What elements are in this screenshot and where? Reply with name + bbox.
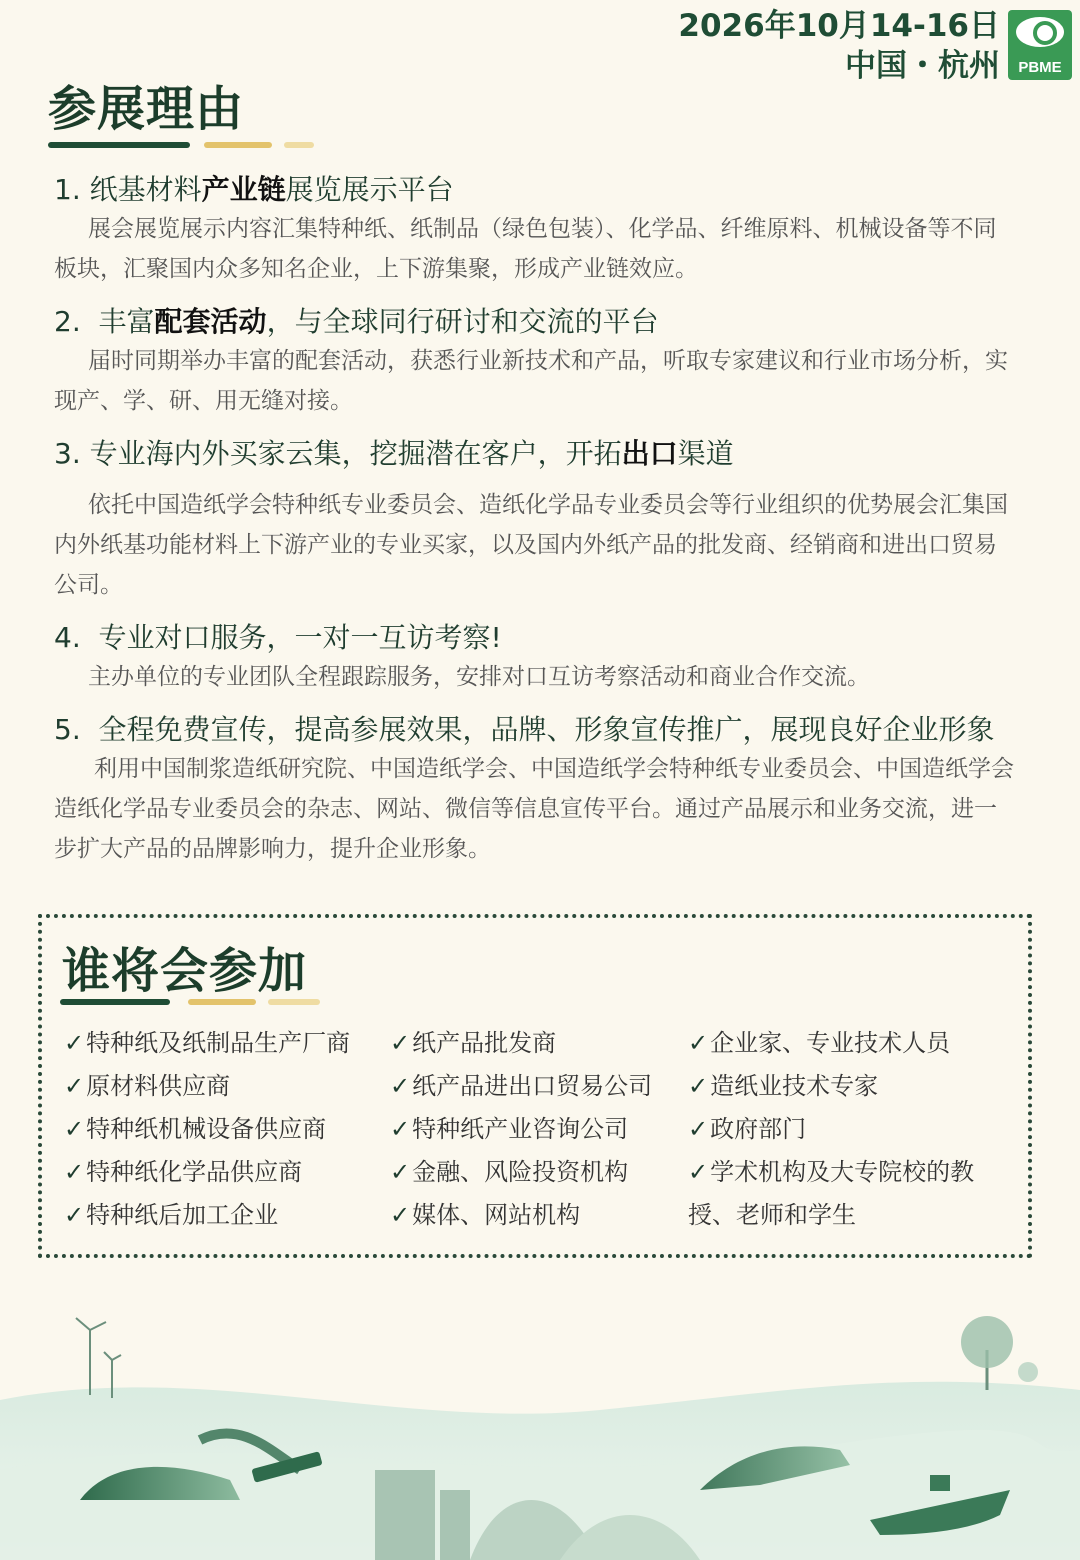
list-item: ✓学术机构及大专院校的教 bbox=[688, 1158, 975, 1186]
check-icon: ✓ bbox=[688, 1158, 709, 1186]
attendees-underline-gold bbox=[188, 999, 256, 1005]
header-date: 2026年10月14-16日 bbox=[678, 8, 1000, 44]
list-item: ✓原材料供应商 bbox=[64, 1072, 231, 1100]
attendees-column-3 bbox=[688, 1022, 974, 1237]
check-icon: ✓ bbox=[688, 1115, 709, 1143]
reasons-title: 参展理由 bbox=[48, 81, 245, 137]
wind-turbine-icon bbox=[76, 1318, 121, 1398]
attendees-column-1 bbox=[64, 1022, 350, 1237]
eye-icon bbox=[1016, 17, 1064, 47]
check-icon: ✓ bbox=[688, 1029, 709, 1057]
check-icon: ✓ bbox=[64, 1115, 85, 1143]
check-icon: ✓ bbox=[390, 1158, 411, 1186]
decorative-landscape-illustration bbox=[0, 1300, 1080, 1560]
list-item: ✓政府部门 bbox=[688, 1115, 807, 1143]
header-city: 中国・杭州 bbox=[845, 48, 1000, 84]
list-item: ✓金融、风险投资机构 bbox=[390, 1158, 629, 1186]
list-item: ✓纸产品批发商 bbox=[390, 1029, 557, 1057]
check-icon: ✓ bbox=[688, 1072, 709, 1100]
attendees-column-2 bbox=[390, 1022, 652, 1237]
title-underline-light bbox=[284, 142, 314, 148]
list-item: ✓特种纸产业咨询公司 bbox=[390, 1115, 629, 1143]
check-icon: ✓ bbox=[64, 1029, 85, 1057]
check-icon: ✓ bbox=[390, 1115, 411, 1143]
tree-icon bbox=[961, 1316, 1038, 1390]
attendees-underline-light bbox=[268, 999, 320, 1005]
reason-5-title: 5. 全程免费宣传，提高参展效果，品牌、形象宣传推广，展现良好企业形象 bbox=[54, 713, 995, 746]
title-underline-dark bbox=[48, 142, 190, 148]
title-underline-gold bbox=[204, 142, 272, 148]
reason-2-title: 2. 丰富配套活动，与全球同行研讨和交流的平台 bbox=[54, 305, 659, 338]
attendees-title: 谁将会参加 bbox=[62, 943, 308, 999]
list-item: ✓造纸业技术专家 bbox=[688, 1072, 879, 1100]
check-icon: ✓ bbox=[390, 1029, 411, 1057]
reason-3-body: 依托中国造纸学会特种纸专业委员会、造纸化学品专业委员会等行业组织的优势展会汇集国内外纸基功能材料上下游产业的专业买家，以及国内外纸产品的批发商、经销商和进出口贸易公司。 bbox=[54, 492, 1008, 598]
reason-2-body: 届时同期举办丰富的配套活动，获悉行业新技术和产品，听取专家建议和行业市场分析，实现产、学、研、用无缝对接。 bbox=[54, 348, 1008, 414]
list-item: ✓特种纸机械设备供应商 bbox=[64, 1115, 327, 1143]
check-icon: ✓ bbox=[64, 1072, 85, 1100]
pbme-logo bbox=[1008, 10, 1072, 80]
list-item: ✓特种纸化学品供应商 bbox=[64, 1158, 303, 1186]
reason-1-body: 展会展览展示内容汇集特种纸、纸制品（绿色包装）、化学品、纤维原料、机械设备等不同板块，汇聚国内众多知名企业，上下游集聚，形成产业链效应。 bbox=[54, 216, 997, 282]
reason-5-body: 利用中国制浆造纸研究院、中国造纸学会、中国造纸学会特种纸专业委员会、中国造纸学会造纸化学品专业委员会的杂志、网站、微信等信息宣传平台。通过产品展示和业务交流，进一步扩大产品的品牌影响力，提升企业形象。 bbox=[54, 756, 1014, 862]
list-item: ✓企业家、专业技术人员 bbox=[688, 1029, 951, 1057]
list-item: ✓特种纸后加工企业 bbox=[64, 1201, 279, 1229]
logo-text: PBME bbox=[1018, 59, 1062, 76]
reason-1-title: 1. 纸基材料产业链展览展示平台 bbox=[54, 173, 454, 206]
reason-3-title: 3. 专业海内外买家云集，挖掘潜在客户，开拓出口渠道 bbox=[54, 437, 734, 470]
check-icon: ✓ bbox=[64, 1201, 85, 1229]
list-item: ✓特种纸及纸制品生产厂商 bbox=[64, 1029, 351, 1057]
reason-4-title: 4. 专业对口服务，一对一互访考察! bbox=[54, 621, 502, 654]
list-item: ✓媒体、网站机构 bbox=[390, 1201, 581, 1229]
check-icon: ✓ bbox=[390, 1201, 411, 1229]
reason-4-body: 主办单位的专业团队全程跟踪服务，安排对口互访考察活动和商业合作交流。 bbox=[88, 664, 870, 690]
list-item-continuation: 授、老师和学生 bbox=[688, 1201, 856, 1229]
check-icon: ✓ bbox=[64, 1158, 85, 1186]
check-icon: ✓ bbox=[390, 1072, 411, 1100]
list-item: ✓纸产品进出口贸易公司 bbox=[390, 1072, 653, 1100]
attendees-underline-dark bbox=[60, 999, 170, 1005]
